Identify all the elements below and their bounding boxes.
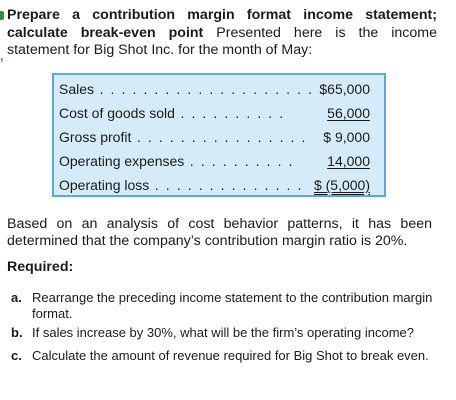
row-label: Operating loss	[59, 177, 150, 193]
statement-row-operating-loss	[54, 173, 384, 197]
comma-mark: ,	[0, 49, 4, 63]
statement-row-cogs	[54, 101, 384, 125]
section-marker	[0, 11, 4, 20]
statement-row-sales	[54, 77, 384, 101]
leader-dots: . . . . . . . . . . . . . . . . . . . . .	[94, 81, 325, 97]
statement-row-operating-expenses	[54, 149, 384, 173]
problem-title: Prepare a contribution margin format income statement; calculate break-even point	[7, 7, 437, 41]
requirement-key: b.	[11, 325, 23, 340]
row-label: Sales	[59, 81, 95, 97]
required-heading: Required:	[7, 259, 74, 275]
row-label: Gross profit	[59, 129, 132, 145]
income-statement-table	[52, 73, 386, 197]
row-value: $ 9,000	[323, 129, 370, 145]
row-value: 56,000	[327, 105, 370, 121]
requirement-text: If sales increase by 30%, what will be the firm’s operating income?	[32, 325, 415, 340]
row-label: Cost of goods sold	[59, 105, 175, 121]
analysis-paragraph: Based on an analysis of cost behavior patterns, it has been determined that the company’s contribution margin ratio is 20%.	[7, 216, 432, 249]
requirement-key: a.	[11, 290, 22, 305]
leader-dots: . . . . . . . . . .	[184, 153, 295, 169]
row-value: $ (5,000)	[313, 177, 370, 193]
requirement-text: Calculate the amount of revenue required for Big Shot to break even.	[32, 348, 429, 363]
problem-header	[7, 7, 437, 60]
row-value: 14,000	[327, 153, 370, 169]
statement-row-gross-profit	[54, 125, 384, 149]
leader-dots: . . . . . . . . . .	[174, 105, 285, 121]
leader-dots: . . . . . . . . . . . . . .	[149, 177, 303, 193]
problem-intro: Presented here is the income statement for Big Shot Inc. for the month of May:	[7, 24, 437, 58]
row-value: $65,000	[319, 81, 370, 97]
leader-dots: . . . . . . . . . . . . . . . .	[131, 129, 308, 145]
requirement-text: Rearrange the preceding income statement to the contribution margin format.	[32, 290, 433, 321]
row-label: Operating expenses	[59, 153, 185, 169]
requirement-key: c.	[11, 348, 22, 363]
